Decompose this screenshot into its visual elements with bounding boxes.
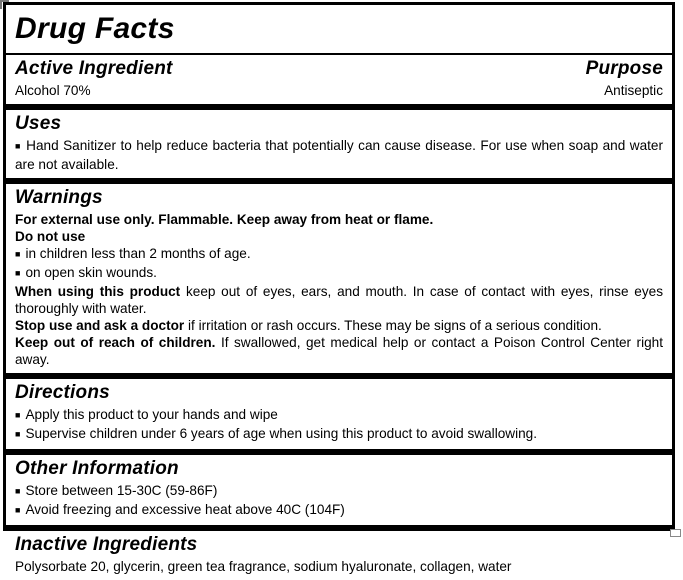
directions-bullet-text: Apply this product to your hands and wipe	[25, 407, 278, 422]
square-bullet-icon: ■	[15, 249, 21, 259]
drug-facts-header	[6, 12, 672, 53]
section-divider	[6, 373, 672, 379]
stop-use-text: if irritation or rash occurs. These may be signs of a serious condition.	[188, 318, 602, 333]
square-bullet-icon: ■	[15, 268, 21, 278]
uses-bullet	[15, 137, 663, 173]
square-bullet-icon: ■	[15, 410, 21, 420]
warnings-section	[6, 187, 672, 373]
stop-use-lead: Stop use and ask a doctor	[15, 318, 185, 333]
other-information-bullet	[15, 501, 663, 520]
directions-heading: Directions	[15, 382, 110, 403]
square-bullet-icon: ■	[15, 505, 21, 515]
other-information-section	[6, 458, 672, 525]
do-not-use-bullet	[15, 245, 663, 264]
other-information-bullet-text: Store between 15-30C (59-86F)	[25, 483, 218, 498]
section-divider	[6, 449, 672, 455]
directions-bullet-text: Supervise children under 6 years of age when using this product to avoid swallowing.	[25, 426, 538, 441]
keep-out-paragraph	[15, 334, 663, 368]
when-using-paragraph	[15, 283, 663, 317]
uses-heading: Uses	[15, 113, 62, 134]
do-not-use-bullet-text: in children less than 2 months of age.	[25, 246, 251, 261]
drug-facts-label	[3, 2, 675, 574]
uses-bullet-text: Hand Sanitizer to help reduce bacteria that potentially can cause disease. For use when soap and water are not available.	[15, 138, 663, 172]
other-information-heading: Other Information	[15, 458, 179, 479]
active-ingredient-section	[6, 55, 672, 104]
section-divider	[6, 104, 672, 110]
purpose-value: Antiseptic	[604, 83, 663, 98]
active-ingredient-value: Alcohol 70%	[15, 83, 91, 98]
stop-use-paragraph	[15, 317, 663, 334]
other-information-bullet	[15, 482, 663, 501]
section-divider	[6, 525, 672, 531]
directions-bullet	[15, 406, 663, 425]
active-ingredient-heading: Active Ingredient	[15, 58, 173, 79]
square-bullet-icon: ■	[15, 486, 21, 496]
square-bullet-icon: ■	[15, 141, 22, 151]
other-information-bullet-text: Avoid freezing and excessive heat above 40C (104F)	[25, 502, 345, 517]
do-not-use-bullet	[15, 264, 663, 283]
uses-section	[6, 113, 672, 178]
inactive-ingredients-section	[6, 534, 672, 580]
directions-section	[6, 382, 672, 449]
keep-out-lead: Keep out of reach of children.	[15, 335, 216, 350]
when-using-lead: When using this product	[15, 284, 181, 299]
inactive-ingredients-text: Polysorbate 20, glycerin, green tea fragrance, sodium hyaluronate, collagen, water	[15, 559, 512, 574]
warnings-heading: Warnings	[15, 187, 103, 208]
square-bullet-icon: ■	[15, 429, 21, 439]
do-not-use-heading: Do not use	[15, 229, 86, 244]
directions-bullet	[15, 425, 663, 444]
section-divider	[6, 178, 672, 184]
page-title: Drug Facts	[15, 12, 175, 45]
purpose-heading: Purpose	[585, 58, 663, 79]
do-not-use-bullet-text: on open skin wounds.	[25, 265, 157, 280]
warnings-flammable-line: For external use only. Flammable. Keep away from heat or flame.	[15, 212, 434, 227]
when-using-text: keep out of eyes, ears, and mouth. In case of contact with eyes, rinse eyes thoroughly with water.	[15, 284, 663, 316]
resize-handle-icon	[670, 529, 681, 537]
keep-out-text: If swallowed, get medical help or contact a Poison Control Center right away.	[15, 335, 663, 367]
inactive-ingredients-heading: Inactive Ingredients	[15, 534, 198, 555]
